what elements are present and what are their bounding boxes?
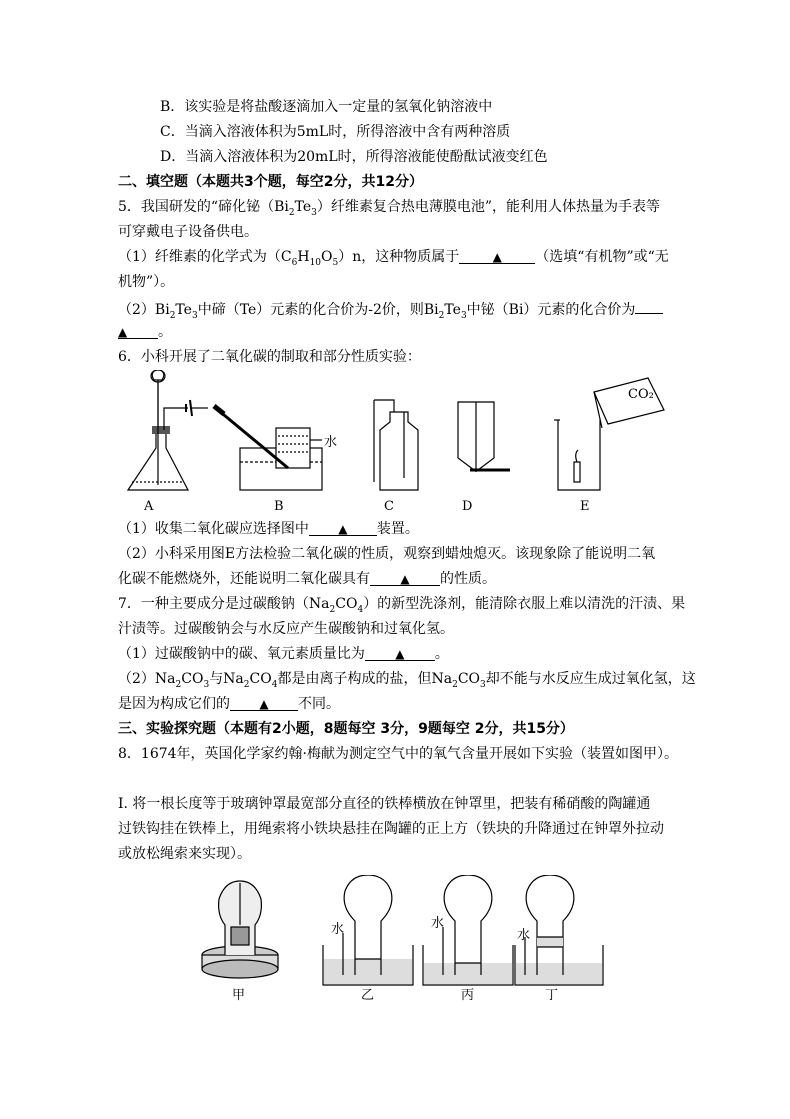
co2-label: CO₂ [628, 387, 654, 402]
q7-1: （1）过碳酸钠中的碳、氧元素质量比为 ▲ 。 [118, 646, 449, 662]
q7-text-2: 汁渍等。过碳酸钠会与水反应产生碳酸钠和过氧化氢。 [118, 621, 454, 637]
answer-blank[interactable]: ▲ [230, 694, 298, 711]
answer-blank[interactable]: ▲ [370, 569, 440, 586]
answer-blank[interactable]: ▲ [459, 247, 535, 264]
q5-text: 5．我国研发的“碲化铋$(Bi_2Te_3)$纤维素复合热电薄膜电池”，能利用人体热量为手表等 [118, 199, 661, 218]
q6-text: 6．小科开展了二氧化碳的制取和部分性质实验： [118, 349, 421, 365]
apparatus-figure [118, 370, 678, 515]
label-a: A [144, 499, 154, 514]
water-label: 水 [324, 435, 338, 450]
water-label-ding: 水 [517, 928, 531, 943]
water-label-bing: 水 [431, 916, 445, 931]
option-d: D．当滴入溶液体积为20mL时，所得溶液能使酚酞试液变红色 [160, 149, 548, 165]
q6-1: （1）收集二氧化碳应选择图中 ▲ 装置。 [118, 521, 419, 537]
option-b: B．该实验是将盐酸逐滴加入一定量的氢氧化钠溶液中 [160, 99, 493, 115]
label-ding: 丁 [545, 988, 559, 1003]
q5-2: $(2)Bi_2Te_3$中碲（Te）元素的化合价为-2价，则$Bi_2Te_3$中铋（Bi）元素的化合价为 [118, 297, 663, 326]
label-bing: 丙 [461, 988, 475, 1003]
answer-blank[interactable]: ▲ [365, 644, 435, 661]
q5-1: （1）纤维素的化学式为$(C_6H_{10}O_5)n$，这种物质属于 ▲ （选填“有机物”或“无 [118, 249, 669, 268]
q5-2-cont: ▲ 。 [118, 324, 172, 340]
q7-2: $(2)Na_2CO_3$与$Na_2CO_4$都是由离子构成的盐，但$Na_2CO_3$却不能与水反应生成过氧化氢，这 [118, 671, 696, 690]
q5-text-2: 可穿戴电子设备供电。 [118, 224, 258, 240]
q7-text: 7．一种主要成分是过碳酸钠$(Na_2CO_4)$的新型洗涤剂，能清除衣服上难以清洗的汗渍、果 [118, 596, 686, 615]
q6-2-cont: 化碳不能燃烧外，还能说明二氧化碳具有 ▲ 的性质。 [118, 571, 496, 587]
answer-blank[interactable]: ▲ [118, 322, 158, 339]
section-3-heading: 三、实验探究题（本题有2小题，8题每空 3分，9题每空 2分，共15分） [118, 721, 574, 737]
label-b: B [274, 499, 284, 514]
q6-2: （2）小科采用图E方法检验二氧化碳的性质，观察到蜡烛熄灭。该现象除了能说明二氧 [118, 546, 656, 562]
q5-1-cont: 机物”）。 [118, 274, 175, 290]
label-d: D [462, 499, 473, 514]
label-e: E [580, 499, 590, 514]
q8-text: 8．1674年，英国化学家约翰·梅献为测定空气中的氧气含量开展如下实验（装置如图甲）。 [118, 746, 678, 762]
label-yi: 乙 [361, 988, 375, 1003]
para-3: 或放松绳索来实现）。 [118, 846, 251, 862]
label-jia: 甲 [232, 988, 246, 1003]
answer-blank[interactable]: ▲ [309, 519, 377, 536]
label-c: C [384, 499, 394, 514]
water-label-yi: 水 [331, 922, 345, 937]
answer-blank[interactable] [635, 297, 663, 314]
section-2-heading: 二、填空题（本题共3个题，每空2分，共12分） [118, 174, 423, 190]
q7-2-cont: 是因为构成它们的 ▲ 不同。 [118, 696, 340, 712]
para-1: Ⅰ. 将一根长度等于玻璃钟罩最宽部分直径的铁棒横放在钟罩里，把装有稀硝酸的陶罐通 [118, 796, 651, 812]
option-c: C．当滴入溶液体积为5mL时，所得溶液中含有两种溶质 [160, 124, 511, 140]
bell-jar-figure [195, 875, 615, 1005]
para-2: 过铁钩挂在铁棒上，用绳索将小铁块悬挂在陶罐的正上方（铁块的升降通过在钟罩外拉动 [118, 821, 664, 837]
